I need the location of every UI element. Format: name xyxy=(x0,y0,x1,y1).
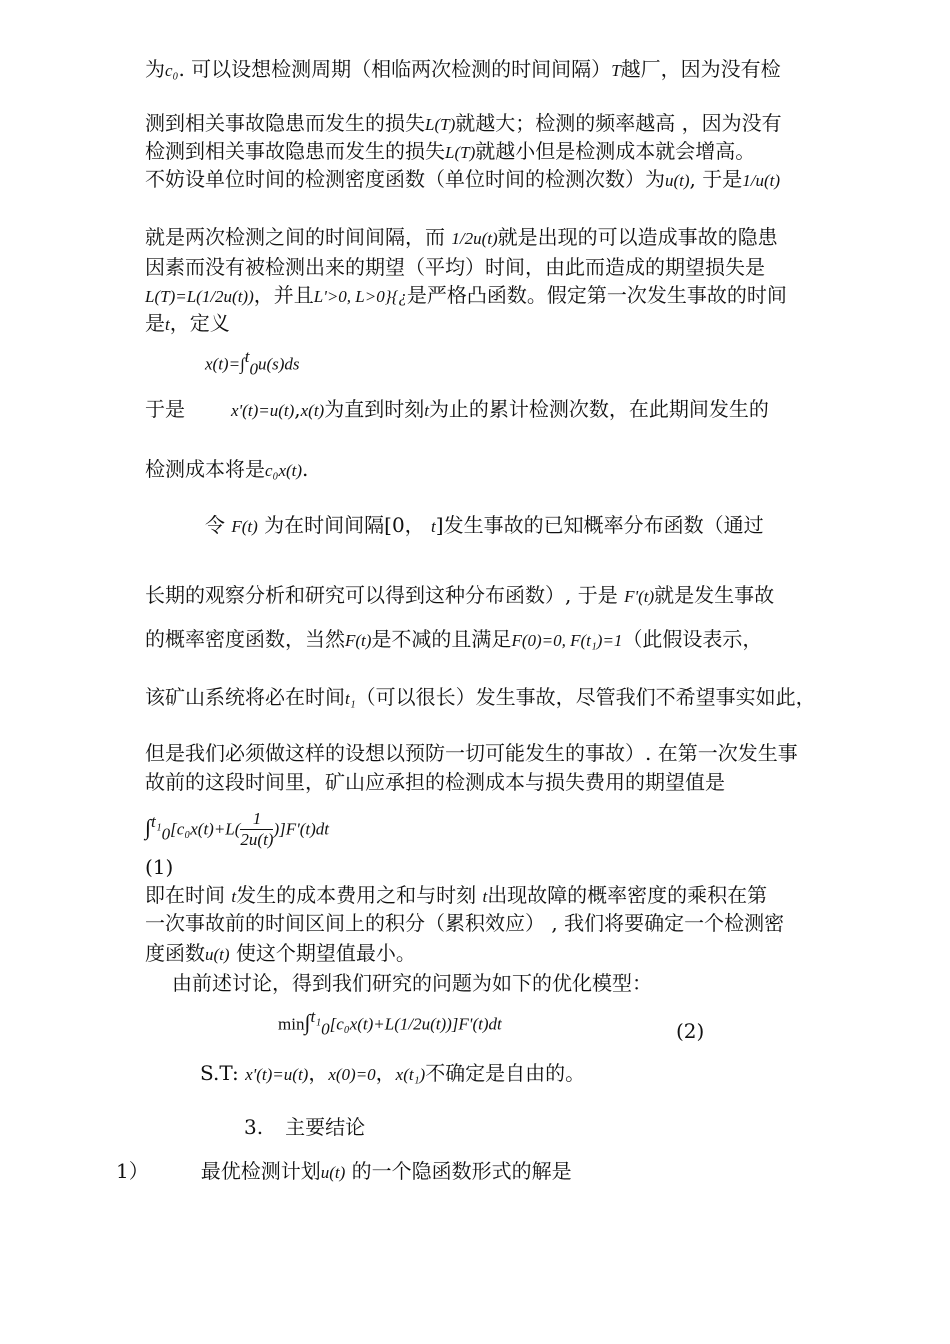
math-LT-eq: L(T)=L(1/2u(t)) xyxy=(145,287,254,306)
math-Ft: F(t) xyxy=(231,517,258,536)
equation-2-number: (2) xyxy=(676,1019,705,1043)
math-Ft: F(t) xyxy=(345,631,372,650)
list-item-1: 1） 最优检测计划u(t) 的一个隐函数形式的解是 xyxy=(116,1159,572,1183)
para-line-17: 即在时间 t发生的成本费用之和与时刻 t出现故障的概率密度的乘积在第 xyxy=(145,883,768,907)
para-line-3: 检测到相关事故隐患而发生的损失L(T)就越小但是检测成本就会增高。 xyxy=(145,139,756,163)
math-ut: u(t) xyxy=(665,171,690,190)
math-F-prime: F'(t) xyxy=(624,587,655,606)
section-heading-3: 3. 主要结论 xyxy=(244,1115,366,1139)
para-line-5: 就是两次检测之间的时间间隔，而 1/2u(t)就是出现的可以造成事故的隐患 xyxy=(145,225,778,249)
math-LT: L(T) xyxy=(425,115,456,134)
math-LT: L(T) xyxy=(445,143,476,162)
math-1-over-2ut: 1/2u(t) xyxy=(451,229,498,248)
para-line-20: 由前述讨论，得到我们研究的问题为如下的优化模型： xyxy=(172,971,652,995)
math-t: t xyxy=(431,517,436,536)
math-ut: u(t) xyxy=(205,945,230,964)
para-line-11: 令 F(t) 为在时间间隔[0， t]发生事故的已知概率分布函数（通过 xyxy=(205,513,764,537)
math-L-condition: L'>0, L>0}{¿ xyxy=(313,287,407,306)
math-1-over-ut: 1/u(t) xyxy=(742,171,781,190)
para-line-12: 长期的观察分析和研究可以得到这种分布函数）, 于是 F'(t)就是发生事故 xyxy=(145,583,775,607)
para-line-2: 测到相关事故隐患而发生的损失L(T)就越大；检测的频率越高 ，因为没有 xyxy=(145,111,782,135)
para-line-15: 但是我们必须做这样的设想以预防一切可能发生的事故）. 在第一次发生事 xyxy=(145,741,798,765)
math-t: t xyxy=(165,315,170,334)
math-xt: x(t) xyxy=(300,401,325,420)
para-line-14: 该矿山系统将必在时间t₁（可以很长）发生事故，尽管我们不希望事实如此， xyxy=(145,685,816,709)
math-T: T xyxy=(611,61,621,80)
equation-2: min∫$^{t_1}_0$[c₀x(t)+L(1/2u(t))]F'(t)dt xyxy=(278,1007,502,1039)
math-t1: t₁ xyxy=(345,689,356,708)
para-line-1: 为c₀. 可以设想检测周期（相临两次检测的时间间隔）T越厂，因为没有检 xyxy=(145,57,781,81)
para-line-10: 检测成本将是c₀x(t). xyxy=(145,457,309,481)
para-line-18: 一次事故前的时间区间上的积分（累积效应） , 我们将要确定一个检测密 xyxy=(145,911,785,935)
constraint-line: S.T: x'(t)=u(t)，x(0)=0，x(t₁)不确定是自由的。 xyxy=(200,1061,586,1085)
para-line-19: 度函数u(t) 使这个期望值最小。 xyxy=(145,941,416,965)
fraction: $\frac{1}{2u(t)}$ xyxy=(240,808,274,849)
para-line-13: 的概率密度函数，当然F(t)是不减的且满足F(0)=0, F(t₁)=1（此假设表示， xyxy=(145,627,763,651)
equation-x-definition: x(t)=∫$^t_0$u(s)ds xyxy=(205,347,300,379)
math-x-prime: x'(t)=u(t) xyxy=(231,401,295,420)
math-t: t xyxy=(231,887,237,906)
para-line-9: 于是 x'(t)=u(t),x(t)为直到时刻t为止的累计检测次数，在此期间发生的 xyxy=(145,397,769,421)
para-line-8: 是t，定义 xyxy=(145,311,230,335)
para-line-7: L(T)=L(1/2u(t))，并且L'>0, L>0}{¿是严格凸函数。假定第一次发生事故的时间 xyxy=(145,283,787,307)
para-line-6: 因素而没有被检测出来的期望（平均）时间，由此而造成的期望损失是 xyxy=(145,255,765,279)
math-c0: c₀ xyxy=(165,61,179,80)
math-t: t xyxy=(424,401,429,420)
para-line-4: 不妨设单位时间的检测密度函数（单位时间的检测次数）为u(t), 于是1/u(t) xyxy=(145,167,781,191)
math-ut: u(t) xyxy=(320,1163,346,1182)
math-t: t xyxy=(482,887,488,906)
para-line-16: 故前的这段时间里，矿山应承担的检测成本与损失费用的期望值是 xyxy=(145,770,725,794)
math-F-bounds: F(0)=0, F(t₁)=1 xyxy=(511,631,623,650)
equation-1-number: (1) xyxy=(145,855,174,879)
equation-1: ∫$^{t_1}_0$[c₀x(t)+L( $\frac{1}{2u(t)}$ )]F'(t)dt xyxy=(145,808,330,849)
math-c0xt: c₀x(t) xyxy=(265,461,303,480)
